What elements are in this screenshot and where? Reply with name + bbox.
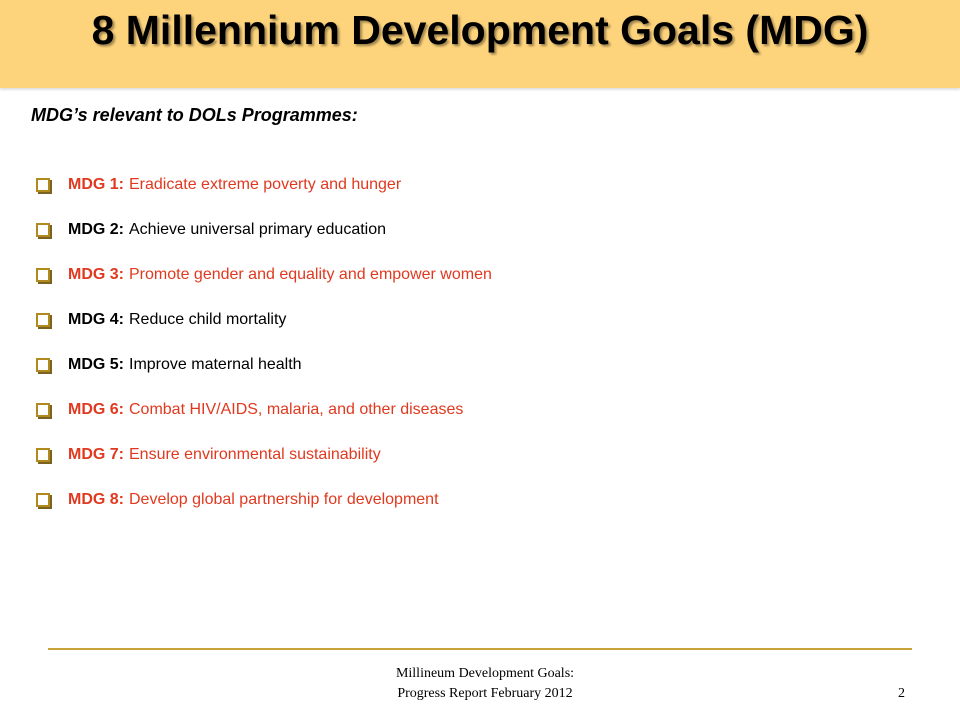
title-bar — [0, 0, 960, 88]
goal-item-1 — [36, 172, 492, 217]
footer-line-2: Progress Report February 2012 — [397, 686, 573, 701]
goal-item-4 — [36, 307, 492, 352]
square-bullet-icon — [36, 352, 68, 378]
goal-text: Improve maternal health — [129, 356, 302, 373]
square-bullet-icon — [36, 217, 68, 243]
footer-caption — [380, 664, 590, 704]
square-bullet-icon — [36, 307, 68, 333]
square-bullet-icon — [36, 487, 68, 513]
goal-label: MDG 2: — [68, 221, 124, 238]
goal-text: Achieve universal primary education — [129, 221, 387, 238]
goal-text: Ensure environmental sustainability — [129, 446, 381, 463]
goal-item-7 — [36, 442, 492, 487]
goal-item-6 — [36, 397, 492, 442]
slide-subtitle: MDG’s relevant to DOLs Programmes: — [31, 105, 358, 125]
goal-item-2 — [36, 217, 492, 262]
goal-text: Develop global partnership for development — [129, 491, 439, 508]
goal-list — [36, 172, 492, 532]
goal-label: MDG 8: — [68, 491, 124, 508]
goal-label: MDG 1: — [68, 176, 124, 193]
square-bullet-icon — [36, 172, 68, 198]
goal-text: Combat HIV/AIDS, malaria, and other diseases — [129, 401, 464, 418]
goal-label: MDG 6: — [68, 401, 124, 418]
goal-text: Eradicate extreme poverty and hunger — [129, 176, 402, 193]
goal-label: MDG 7: — [68, 446, 124, 463]
goal-text: Reduce child mortality — [129, 311, 287, 328]
footer-divider — [48, 648, 912, 650]
goal-label: MDG 3: — [68, 266, 124, 283]
page-number: 2 — [898, 686, 905, 701]
goal-label: MDG 4: — [68, 311, 124, 328]
goal-text: Promote gender and equality and empower women — [129, 266, 492, 283]
goal-item-8 — [36, 487, 492, 532]
goal-item-3 — [36, 262, 492, 307]
footer-line-1: Millineum Development Goals: — [395, 666, 575, 681]
goal-item-5 — [36, 352, 492, 397]
square-bullet-icon — [36, 442, 68, 468]
goal-label: MDG 5: — [68, 356, 124, 373]
slide-title: 8 Millennium Development Goals (MDG) — [91, 7, 869, 53]
square-bullet-icon — [36, 397, 68, 423]
square-bullet-icon — [36, 262, 68, 288]
